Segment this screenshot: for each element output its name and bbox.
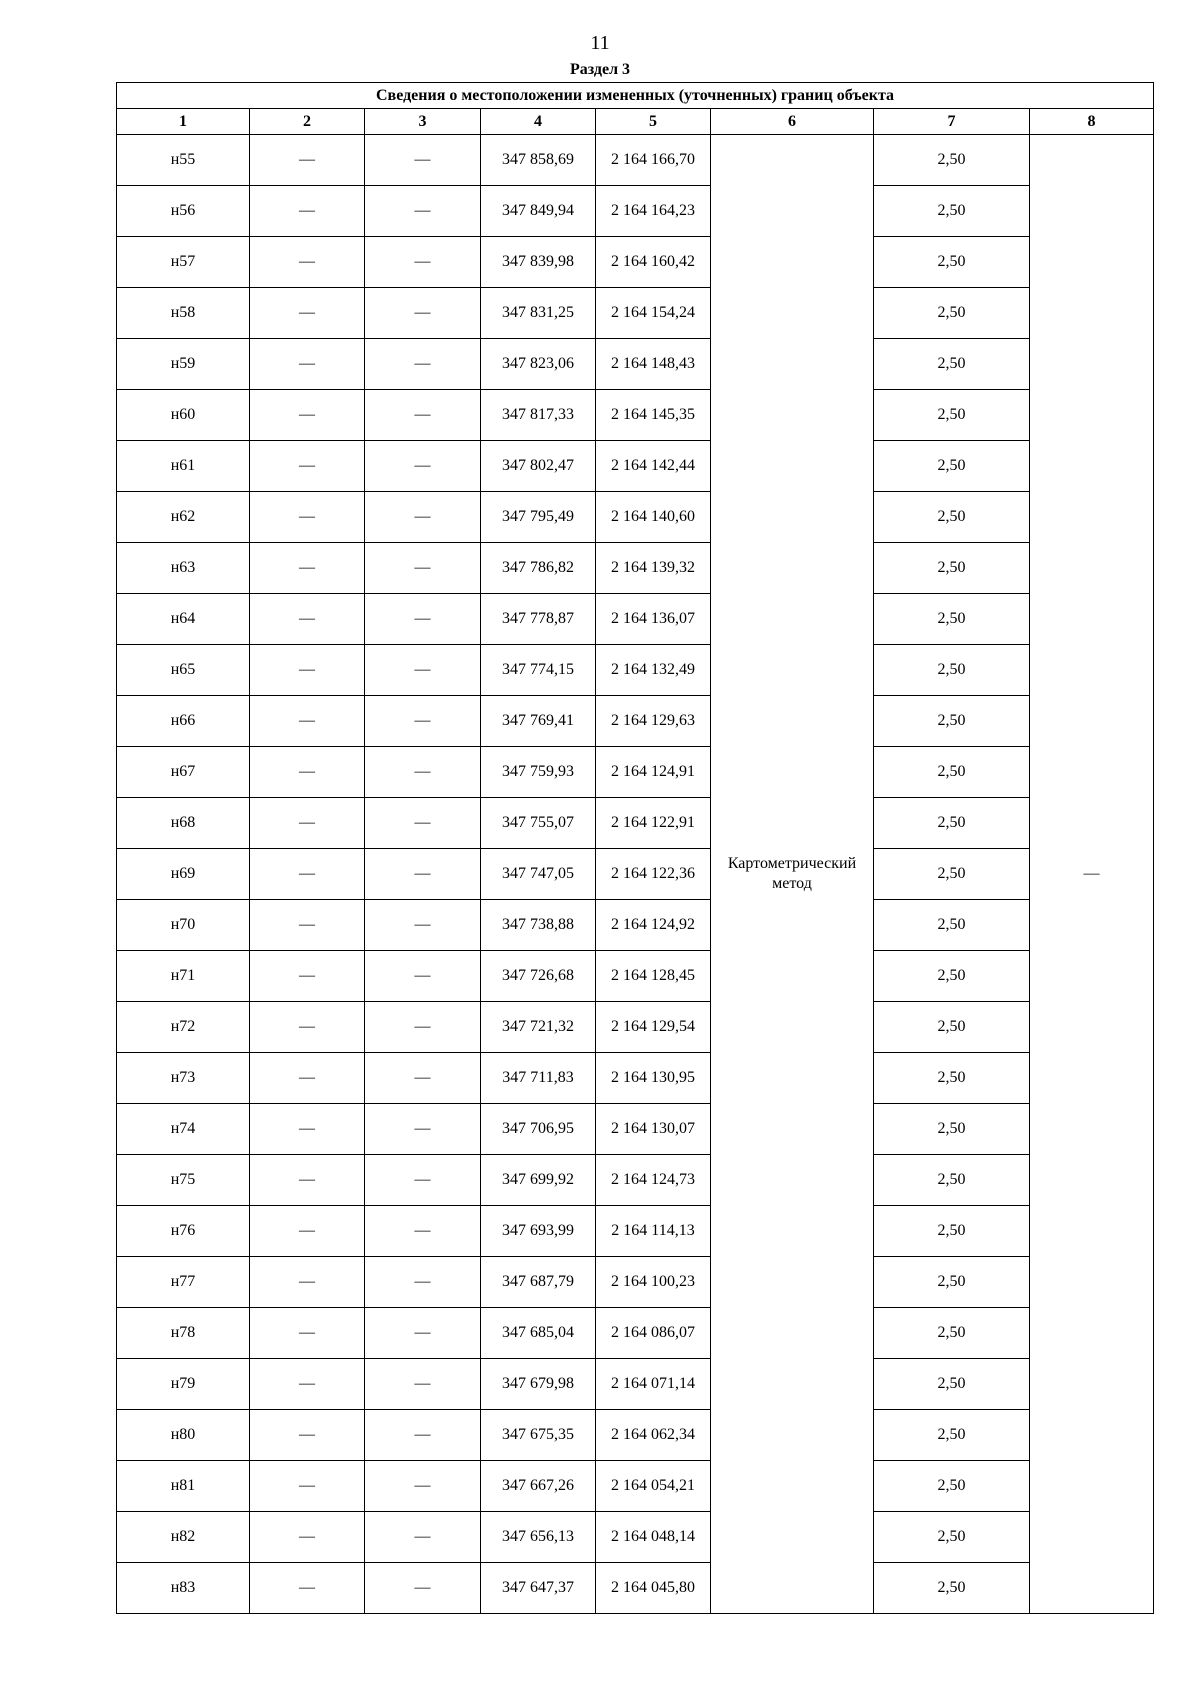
y-coordinate-cell: 2 164 139,32 xyxy=(596,543,711,594)
column-3-cell: — xyxy=(365,492,481,543)
table-row xyxy=(117,1104,1154,1155)
column-3-cell: — xyxy=(365,339,481,390)
point-id-cell: н67 xyxy=(117,747,250,798)
column-3-cell: — xyxy=(365,1155,481,1206)
accuracy-cell: 2,50 xyxy=(874,390,1030,441)
x-coordinate-cell: 347 726,68 xyxy=(481,951,596,1002)
accuracy-cell: 2,50 xyxy=(874,237,1030,288)
column-header: 7 xyxy=(874,109,1030,135)
table-row xyxy=(117,543,1154,594)
y-coordinate-cell: 2 164 160,42 xyxy=(596,237,711,288)
point-id-cell: н55 xyxy=(117,135,250,186)
x-coordinate-cell: 347 795,49 xyxy=(481,492,596,543)
column-3-cell: — xyxy=(365,696,481,747)
y-coordinate-cell: 2 164 124,91 xyxy=(596,747,711,798)
y-coordinate-cell: 2 164 045,80 xyxy=(596,1563,711,1614)
accuracy-cell: 2,50 xyxy=(874,441,1030,492)
x-coordinate-cell: 347 823,06 xyxy=(481,339,596,390)
x-coordinate-cell: 347 802,47 xyxy=(481,441,596,492)
x-coordinate-cell: 347 774,15 xyxy=(481,645,596,696)
point-id-cell: н68 xyxy=(117,798,250,849)
column-2-cell: — xyxy=(250,237,365,288)
table-caption: Сведения о местоположении измененных (уточненных) границ объекта xyxy=(117,83,1154,109)
table-row xyxy=(117,1461,1154,1512)
column-2-cell: — xyxy=(250,1563,365,1614)
accuracy-cell: 2,50 xyxy=(874,798,1030,849)
y-coordinate-cell: 2 164 054,21 xyxy=(596,1461,711,1512)
column-3-cell: — xyxy=(365,1512,481,1563)
y-coordinate-cell: 2 164 100,23 xyxy=(596,1257,711,1308)
y-coordinate-cell: 2 164 128,45 xyxy=(596,951,711,1002)
column-2-cell: — xyxy=(250,594,365,645)
method-cell: Картометрический метод xyxy=(711,135,874,1614)
accuracy-cell: 2,50 xyxy=(874,1308,1030,1359)
column-3-cell: — xyxy=(365,237,481,288)
x-coordinate-cell: 347 831,25 xyxy=(481,288,596,339)
point-id-cell: н64 xyxy=(117,594,250,645)
accuracy-cell: 2,50 xyxy=(874,1257,1030,1308)
y-coordinate-cell: 2 164 071,14 xyxy=(596,1359,711,1410)
column-2-cell: — xyxy=(250,1206,365,1257)
point-id-cell: н75 xyxy=(117,1155,250,1206)
y-coordinate-cell: 2 164 166,70 xyxy=(596,135,711,186)
table-row xyxy=(117,747,1154,798)
y-coordinate-cell: 2 164 086,07 xyxy=(596,1308,711,1359)
table-row xyxy=(117,1308,1154,1359)
y-coordinate-cell: 2 164 136,07 xyxy=(596,594,711,645)
point-id-cell: н70 xyxy=(117,900,250,951)
column-2-cell: — xyxy=(250,1257,365,1308)
column-2-cell: — xyxy=(250,543,365,594)
point-id-cell: н81 xyxy=(117,1461,250,1512)
column-8-cell: — xyxy=(1030,135,1154,1614)
column-header: 2 xyxy=(250,109,365,135)
x-coordinate-cell: 347 647,37 xyxy=(481,1563,596,1614)
x-coordinate-cell: 347 778,87 xyxy=(481,594,596,645)
y-coordinate-cell: 2 164 145,35 xyxy=(596,390,711,441)
column-2-cell: — xyxy=(250,492,365,543)
table-row xyxy=(117,339,1154,390)
column-3-cell: — xyxy=(365,1359,481,1410)
column-3-cell: — xyxy=(365,1206,481,1257)
page-number: 11 xyxy=(590,32,610,54)
column-3-cell: — xyxy=(365,849,481,900)
column-3-cell: — xyxy=(365,186,481,237)
column-2-cell: — xyxy=(250,849,365,900)
accuracy-cell: 2,50 xyxy=(874,1359,1030,1410)
accuracy-cell: 2,50 xyxy=(874,1053,1030,1104)
table-row xyxy=(117,1053,1154,1104)
table-row xyxy=(117,390,1154,441)
point-id-cell: н82 xyxy=(117,1512,250,1563)
y-coordinate-cell: 2 164 164,23 xyxy=(596,186,711,237)
column-3-cell: — xyxy=(365,1053,481,1104)
column-3-cell: — xyxy=(365,1308,481,1359)
table-row xyxy=(117,900,1154,951)
column-2-cell: — xyxy=(250,288,365,339)
column-3-cell: — xyxy=(365,594,481,645)
table-row xyxy=(117,441,1154,492)
accuracy-cell: 2,50 xyxy=(874,186,1030,237)
table-row xyxy=(117,1002,1154,1053)
point-id-cell: н71 xyxy=(117,951,250,1002)
table-row xyxy=(117,492,1154,543)
table-row xyxy=(117,849,1154,900)
column-2-cell: — xyxy=(250,951,365,1002)
accuracy-cell: 2,50 xyxy=(874,492,1030,543)
accuracy-cell: 2,50 xyxy=(874,1563,1030,1614)
point-id-cell: н78 xyxy=(117,1308,250,1359)
column-3-cell: — xyxy=(365,390,481,441)
accuracy-cell: 2,50 xyxy=(874,951,1030,1002)
x-coordinate-cell: 347 675,35 xyxy=(481,1410,596,1461)
table-row xyxy=(117,951,1154,1002)
column-3-cell: — xyxy=(365,747,481,798)
point-id-cell: н77 xyxy=(117,1257,250,1308)
accuracy-cell: 2,50 xyxy=(874,645,1030,696)
column-2-cell: — xyxy=(250,798,365,849)
column-header: 5 xyxy=(596,109,711,135)
column-2-cell: — xyxy=(250,1461,365,1512)
point-id-cell: н69 xyxy=(117,849,250,900)
y-coordinate-cell: 2 164 114,13 xyxy=(596,1206,711,1257)
x-coordinate-cell: 347 839,98 xyxy=(481,237,596,288)
y-coordinate-cell: 2 164 122,36 xyxy=(596,849,711,900)
y-coordinate-cell: 2 164 124,73 xyxy=(596,1155,711,1206)
point-id-cell: н80 xyxy=(117,1410,250,1461)
point-id-cell: н58 xyxy=(117,288,250,339)
x-coordinate-cell: 347 849,94 xyxy=(481,186,596,237)
point-id-cell: н73 xyxy=(117,1053,250,1104)
y-coordinate-cell: 2 164 122,91 xyxy=(596,798,711,849)
column-header: 8 xyxy=(1030,109,1154,135)
y-coordinate-cell: 2 164 140,60 xyxy=(596,492,711,543)
point-id-cell: н63 xyxy=(117,543,250,594)
x-coordinate-cell: 347 817,33 xyxy=(481,390,596,441)
column-2-cell: — xyxy=(250,645,365,696)
boundary-table xyxy=(116,82,1154,1614)
y-coordinate-cell: 2 164 142,44 xyxy=(596,441,711,492)
accuracy-cell: 2,50 xyxy=(874,900,1030,951)
y-coordinate-cell: 2 164 130,07 xyxy=(596,1104,711,1155)
table-row xyxy=(117,1206,1154,1257)
column-header: 4 xyxy=(481,109,596,135)
x-coordinate-cell: 347 706,95 xyxy=(481,1104,596,1155)
column-2-cell: — xyxy=(250,390,365,441)
y-coordinate-cell: 2 164 148,43 xyxy=(596,339,711,390)
x-coordinate-cell: 347 759,93 xyxy=(481,747,596,798)
column-2-cell: — xyxy=(250,1410,365,1461)
accuracy-cell: 2,50 xyxy=(874,135,1030,186)
point-id-cell: н65 xyxy=(117,645,250,696)
accuracy-cell: 2,50 xyxy=(874,696,1030,747)
table-caption-row xyxy=(117,83,1154,109)
y-coordinate-cell: 2 164 048,14 xyxy=(596,1512,711,1563)
x-coordinate-cell: 347 738,88 xyxy=(481,900,596,951)
accuracy-cell: 2,50 xyxy=(874,1512,1030,1563)
point-id-cell: н59 xyxy=(117,339,250,390)
section-title: Раздел 3 xyxy=(569,61,631,78)
column-3-cell: — xyxy=(365,1563,481,1614)
table-row xyxy=(117,798,1154,849)
column-2-cell: — xyxy=(250,186,365,237)
x-coordinate-cell: 347 667,26 xyxy=(481,1461,596,1512)
table-row xyxy=(117,1155,1154,1206)
x-coordinate-cell: 347 699,92 xyxy=(481,1155,596,1206)
y-coordinate-cell: 2 164 124,92 xyxy=(596,900,711,951)
table-row xyxy=(117,645,1154,696)
column-header: 6 xyxy=(711,109,874,135)
table-row xyxy=(117,237,1154,288)
column-2-cell: — xyxy=(250,1155,365,1206)
column-2-cell: — xyxy=(250,1359,365,1410)
accuracy-cell: 2,50 xyxy=(874,339,1030,390)
x-coordinate-cell: 347 858,69 xyxy=(481,135,596,186)
point-id-cell: н56 xyxy=(117,186,250,237)
column-2-cell: — xyxy=(250,696,365,747)
accuracy-cell: 2,50 xyxy=(874,288,1030,339)
table-row xyxy=(117,1257,1154,1308)
x-coordinate-cell: 347 755,07 xyxy=(481,798,596,849)
y-coordinate-cell: 2 164 132,49 xyxy=(596,645,711,696)
column-3-cell: — xyxy=(365,645,481,696)
column-3-cell: — xyxy=(365,543,481,594)
x-coordinate-cell: 347 747,05 xyxy=(481,849,596,900)
y-coordinate-cell: 2 164 129,63 xyxy=(596,696,711,747)
x-coordinate-cell: 347 711,83 xyxy=(481,1053,596,1104)
x-coordinate-cell: 347 769,41 xyxy=(481,696,596,747)
accuracy-cell: 2,50 xyxy=(874,1410,1030,1461)
accuracy-cell: 2,50 xyxy=(874,1206,1030,1257)
column-2-cell: — xyxy=(250,1053,365,1104)
x-coordinate-cell: 347 656,13 xyxy=(481,1512,596,1563)
table-row xyxy=(117,1410,1154,1461)
column-2-cell: — xyxy=(250,1512,365,1563)
column-3-cell: — xyxy=(365,798,481,849)
column-3-cell: — xyxy=(365,441,481,492)
y-coordinate-cell: 2 164 129,54 xyxy=(596,1002,711,1053)
column-3-cell: — xyxy=(365,1002,481,1053)
column-3-cell: — xyxy=(365,951,481,1002)
table-row xyxy=(117,1359,1154,1410)
table-row xyxy=(117,288,1154,339)
y-coordinate-cell: 2 164 062,34 xyxy=(596,1410,711,1461)
accuracy-cell: 2,50 xyxy=(874,1461,1030,1512)
point-id-cell: н57 xyxy=(117,237,250,288)
accuracy-cell: 2,50 xyxy=(874,543,1030,594)
column-3-cell: — xyxy=(365,1257,481,1308)
accuracy-cell: 2,50 xyxy=(874,747,1030,798)
column-3-cell: — xyxy=(365,288,481,339)
column-2-cell: — xyxy=(250,900,365,951)
y-coordinate-cell: 2 164 154,24 xyxy=(596,288,711,339)
table-row xyxy=(117,594,1154,645)
x-coordinate-cell: 347 693,99 xyxy=(481,1206,596,1257)
column-2-cell: — xyxy=(250,1104,365,1155)
table-header-row xyxy=(117,109,1154,135)
table-row xyxy=(117,186,1154,237)
x-coordinate-cell: 347 685,04 xyxy=(481,1308,596,1359)
point-id-cell: н66 xyxy=(117,696,250,747)
column-2-cell: — xyxy=(250,339,365,390)
accuracy-cell: 2,50 xyxy=(874,1104,1030,1155)
column-3-cell: — xyxy=(365,135,481,186)
x-coordinate-cell: 347 679,98 xyxy=(481,1359,596,1410)
column-2-cell: — xyxy=(250,1002,365,1053)
column-3-cell: — xyxy=(365,1410,481,1461)
column-3-cell: — xyxy=(365,900,481,951)
point-id-cell: н72 xyxy=(117,1002,250,1053)
y-coordinate-cell: 2 164 130,95 xyxy=(596,1053,711,1104)
column-3-cell: — xyxy=(365,1104,481,1155)
x-coordinate-cell: 347 721,32 xyxy=(481,1002,596,1053)
point-id-cell: н62 xyxy=(117,492,250,543)
point-id-cell: н74 xyxy=(117,1104,250,1155)
accuracy-cell: 2,50 xyxy=(874,1155,1030,1206)
point-id-cell: н76 xyxy=(117,1206,250,1257)
table-row xyxy=(117,1512,1154,1563)
column-3-cell: — xyxy=(365,1461,481,1512)
x-coordinate-cell: 347 687,79 xyxy=(481,1257,596,1308)
table-row xyxy=(117,135,1154,186)
table-row xyxy=(117,696,1154,747)
column-2-cell: — xyxy=(250,135,365,186)
table-row xyxy=(117,1563,1154,1614)
point-id-cell: н83 xyxy=(117,1563,250,1614)
point-id-cell: н61 xyxy=(117,441,250,492)
point-id-cell: н79 xyxy=(117,1359,250,1410)
accuracy-cell: 2,50 xyxy=(874,594,1030,645)
column-header: 1 xyxy=(117,109,250,135)
accuracy-cell: 2,50 xyxy=(874,1002,1030,1053)
column-2-cell: — xyxy=(250,1308,365,1359)
x-coordinate-cell: 347 786,82 xyxy=(481,543,596,594)
column-header: 3 xyxy=(365,109,481,135)
column-2-cell: — xyxy=(250,441,365,492)
point-id-cell: н60 xyxy=(117,390,250,441)
column-2-cell: — xyxy=(250,747,365,798)
accuracy-cell: 2,50 xyxy=(874,849,1030,900)
